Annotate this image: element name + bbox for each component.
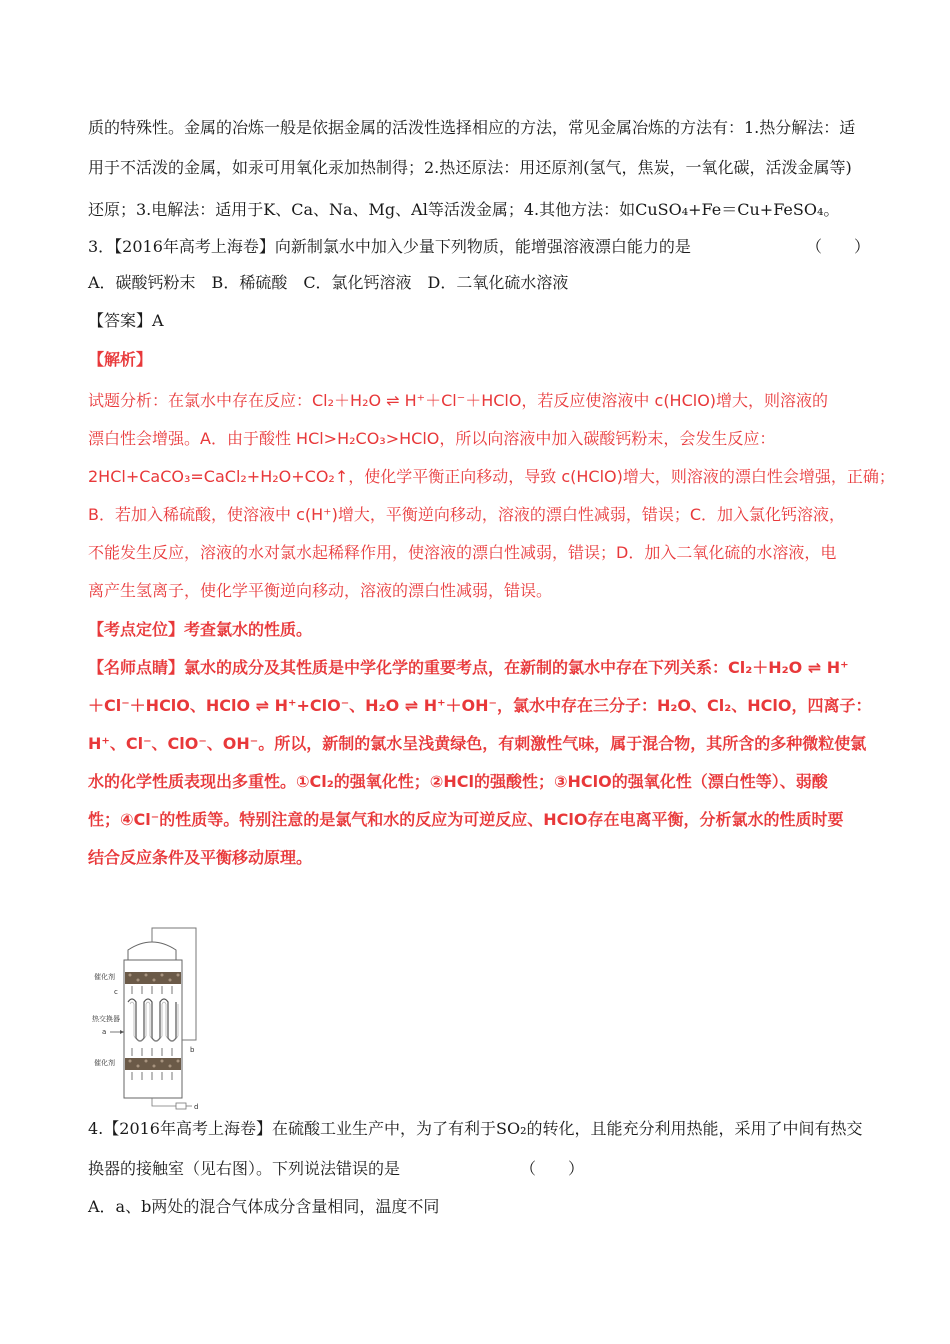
intro-line-1: 质的特殊性。金属的冶炼一般是依据金属的活泼性选择相应的方法，常见金属冶炼的方法有：1.热分解法：适: [88, 118, 856, 137]
analysis-line: 漂白性会增强。A．由于酸性 HCl>H₂CO₃>HClO，所以向溶液中加入碳酸钙粉末，会发生反应：: [88, 429, 776, 448]
q3-options: A．碳酸钙粉末 B．稀硫酸 C．氯化钙溶液 D．二氧化硫水溶液: [88, 273, 569, 292]
q4-stem-line-2: 换器的接触室（见右图）。下列说法错误的是: [88, 1159, 401, 1178]
label-catalyst-bottom: 催化剂: [94, 1059, 115, 1067]
label-c: c: [114, 988, 118, 996]
analysis-line: B．若加入稀硫酸，使溶液中 c(H⁺)增大，平衡逆向移动，溶液的漂白性减弱，错误；C．加入氯化钙溶液，: [88, 505, 845, 524]
contact-chamber-figure: [92, 920, 222, 1120]
analysis-line: 离产生氢离子，使化学平衡逆向移动，溶液的漂白性减弱，错误。: [88, 581, 553, 600]
intro-line-3: 还原；3.电解法：适用于K、Ca、Na、Mg、Al等活泼金属；4.其他方法：如CuSO₄+Fe＝Cu+FeSO₄。: [88, 200, 840, 219]
analysis-title: 【解析】: [88, 350, 153, 369]
label-a: a: [102, 1028, 107, 1036]
label-d: d: [194, 1103, 199, 1111]
q4-option-a: A．a、b两处的混合气体成分含量相同，温度不同: [88, 1197, 440, 1216]
q3-answer: 【答案】A: [88, 311, 164, 330]
mingshi-line: 性；④Cl⁻的性质等。特别注意的是氯气和水的反应为可逆反应、HClO存在电离平衡，分析氯水的性质时要: [88, 810, 844, 829]
label-catalyst-top: 催化剂: [94, 973, 115, 981]
mingshi-line: ＋Cl⁻＋HClO、HClO ⇌ H⁺+ClO⁻、H₂O ⇌ H⁺＋OH⁻，氯水中存在三分子：H₂O、Cl₂、HClO，四离子：: [88, 696, 872, 715]
mingshi-line: 【名师点睛】氯水的成分及其性质是中学化学的重要考点，在新制的氯水中存在下列关系：Cl₂＋H₂O ⇌ H⁺: [88, 658, 849, 677]
analysis-line: 不能发生反应，溶液的水对氯水起稀释作用，使溶液的漂白性减弱，错误；D．加入二氧化硫的水溶液，电: [88, 543, 837, 562]
mingshi-line: 水的化学性质表现出多重性。①Cl₂的强氧化性；②HCl的强酸性；③HClO的强氧化性（漂白性等）、弱酸: [88, 772, 828, 791]
label-heat-exchanger: 热交换器: [92, 1015, 120, 1023]
q4-answer-paren: （ ）: [520, 1159, 585, 1178]
q3-answer-paren: （ ）: [806, 237, 871, 256]
contact-chamber-diagram: [92, 920, 222, 1120]
label-b: b: [190, 1046, 195, 1054]
mingshi-line: 结合反应条件及平衡移动原理。: [88, 848, 313, 867]
q3-stem: 3．【2016年高考上海卷】向新制氯水中加入少量下列物质，能增强溶液漂白能力的是: [88, 237, 691, 256]
q4-stem-line-1: 4.【2016年高考上海卷】在硫酸工业生产中，为了有利于SO₂的转化，且能充分利用热能，采用了中间有热交: [88, 1119, 863, 1138]
intro-line-2: 用于不活泼的金属，如汞可用氧化汞加热制得；2.热还原法：用还原剂(氢气，焦炭，一氧化碳，活泼金属等): [88, 158, 852, 177]
analysis-line: 2HCl+CaCO₃=CaCl₂+H₂O+CO₂↑，使化学平衡正向移动，导致 c(HClO)增大，则溶液的漂白性会增强，正确；: [88, 467, 895, 486]
mingshi-line: H⁺、Cl⁻、ClO⁻、OH⁻。所以，新制的氯水呈浅黄绿色，有刺激性气味，属于混合物，其所含的多种微粒使氯: [88, 734, 867, 753]
kaodian-line: 【考点定位】考查氯水的性质。: [88, 620, 313, 639]
analysis-line: 试题分析：在氯水中存在反应：Cl₂＋H₂O ⇌ H⁺＋Cl⁻＋HClO，若反应使溶液中 c(HClO)增大，则溶液的: [88, 391, 829, 410]
